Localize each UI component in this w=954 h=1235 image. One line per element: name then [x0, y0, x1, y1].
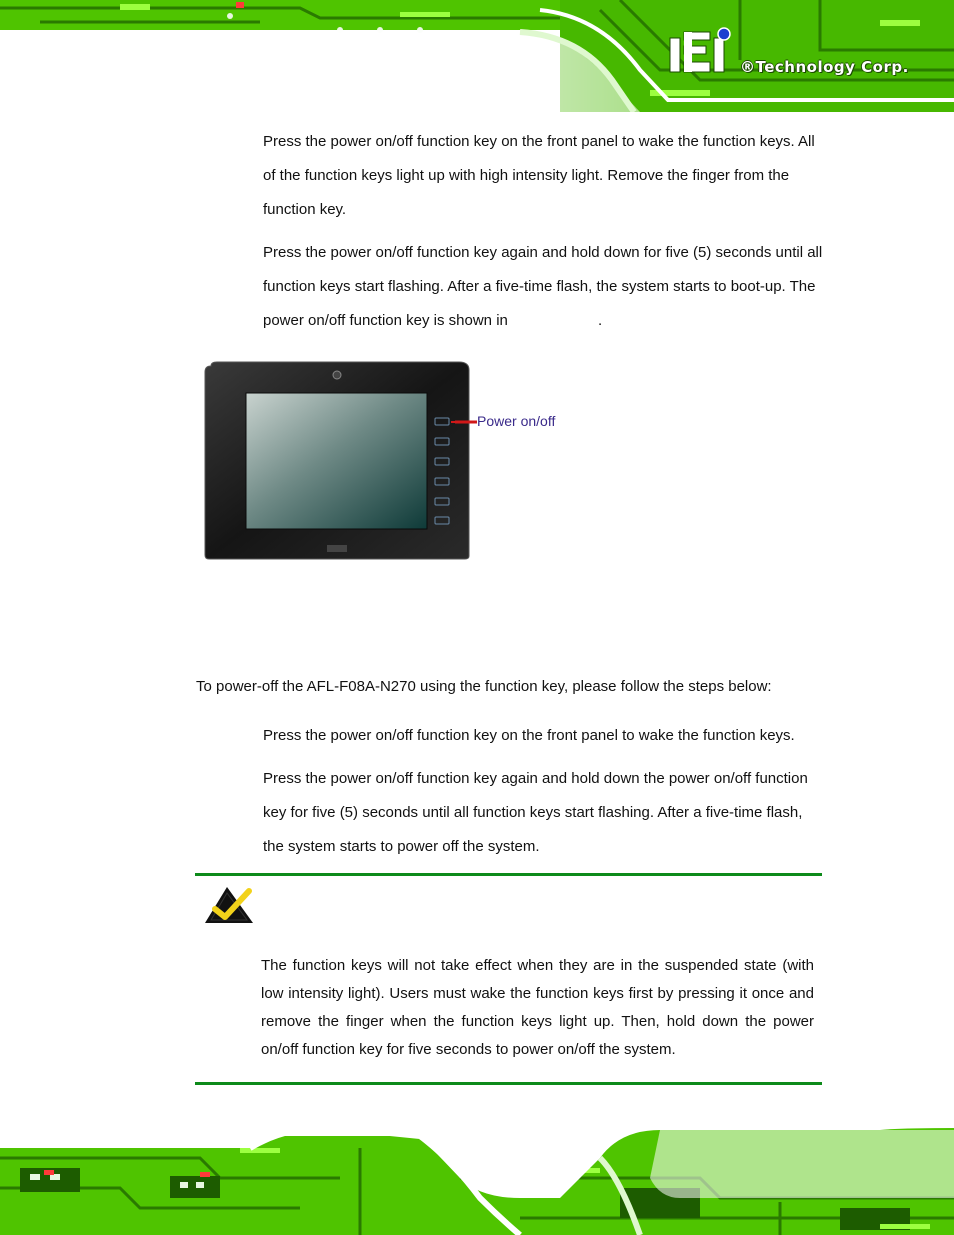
power-off-step-2: Press the power on/off function key again and hold down the power on/off function key for five (5) seconds until all function keys start flashing. After a five-time flash, the system starts to power off the system. [263, 770, 808, 855]
pcb-footer-graphic [0, 1118, 954, 1235]
sentence-end: . [598, 312, 603, 329]
power-on-step-2 [263, 236, 823, 338]
note-bottom-rule [195, 1082, 822, 1085]
power-off-steps [263, 719, 823, 873]
power-on-step-2-text: Press the power on/off function key again and hold down for five (5) seconds until all function keys start flashing. After a five-time flash, the system starts to boot-up. The power on/off function key is shown in [263, 244, 823, 329]
power-off-intro: To power-off the AFL-F08A-N270 using the function key, please follow the steps below: [196, 678, 772, 695]
note-check-icon [203, 885, 255, 925]
page-header [0, 0, 954, 112]
brand-text: ®Technology Corp. [740, 58, 909, 76]
callout-line [455, 419, 477, 425]
note-top-rule [195, 873, 822, 876]
power-on-steps [263, 125, 823, 347]
note-text: The function keys will not take effect when they are in the suspended state (with low intensity light). Users must wake the function keys first by pressing it once and remove the finger when the function keys light up. Then, hold down the power on/off function key for five seconds to power on/off the system. [261, 957, 814, 1058]
panel-pc-figure [203, 360, 473, 562]
company-logo [668, 26, 928, 80]
page-footer [0, 1118, 954, 1235]
power-on-step-1: Press the power on/off function key on the front panel to wake the function keys. All of the function keys light up with high intensity light. Remove the finger from the function key. [263, 133, 815, 218]
power-off-step-1: Press the power on/off function key on the front panel to wake the function keys. [263, 727, 795, 744]
power-button-callout: Power on/off [477, 413, 556, 429]
iei-logo-icon [668, 26, 734, 74]
